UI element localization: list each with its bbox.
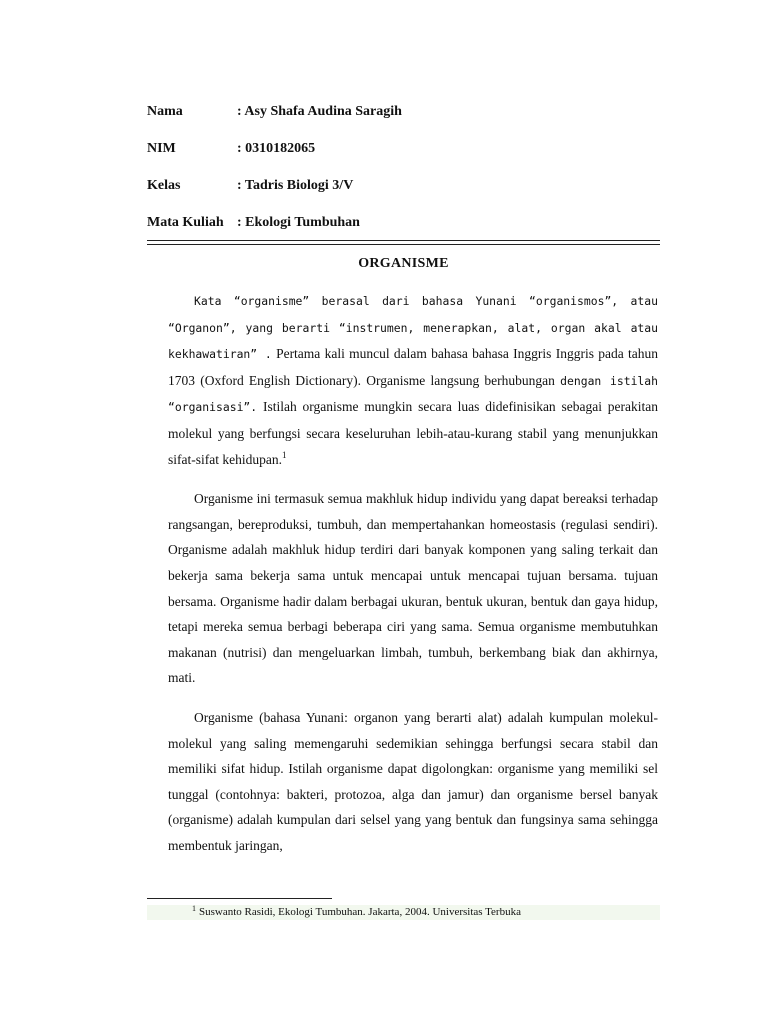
rule-line [147, 240, 660, 241]
header-row-nama [147, 100, 660, 124]
footnote-reference: 1 [281, 449, 287, 460]
header-row-nim [147, 137, 660, 161]
header-row-kelas [147, 174, 660, 198]
footnote-separator [147, 898, 332, 899]
rule-line [147, 244, 660, 245]
footnote-text: Suswanto Rasidi, Ekologi Tumbuhan. Jakarta, 2004. Universitas Terbuka [199, 906, 521, 918]
header-double-rule [147, 240, 660, 246]
paragraph-1-text: Pertama kali muncul dalam bahasa bahasa Inggris Inggris pada tahun 1703 (Oxford English Dictionary). Organisme langsung berhubungan [168, 346, 658, 388]
paragraph-1-mono-text-2: dengan istilah “organisasi”. [168, 373, 658, 415]
header-label: NIM [147, 141, 176, 156]
footnote: 1 Suswanto Rasidi, Ekologi Tumbuhan. Jakarta, 2004. Universitas Terbuka [147, 905, 660, 920]
paragraph-1-mono-text: Kata “organisme” berasal dari bahasa Yunani “organismos”, atau “Organon”, yang berarti “instrumen, menerapkan, alat, organ akal atau kekhawatiran” . [168, 294, 658, 362]
document-body [168, 288, 658, 872]
student-info-header [147, 100, 660, 248]
header-row-mata-kuliah [147, 211, 660, 235]
header-label: Kelas [147, 178, 181, 193]
header-value: : Asy Shafa Audina Saragih [237, 104, 402, 119]
header-value: : Tadris Biologi 3/V [237, 178, 354, 193]
header-value: : 0310182065 [237, 141, 316, 156]
header-label: Mata Kuliah [147, 215, 224, 230]
header-label: Nama [147, 104, 183, 119]
paragraph-1-text-2: Istilah organisme mungkin secara luas didefinisikan sebagai perakitan molekul yang berfungsi secara keseluruhan lebih-atau-kurang stabil yang menunjukkan sifat-sifat kehidupan. [168, 399, 658, 467]
paragraph-1 [168, 288, 658, 472]
paragraph-2: Organisme ini termasuk semua makhluk hidup individu yang dapat bereaksi terhadap rangsangan, bereproduksi, tumbuh, dan mempertahankan homeostasis (regulasi sendiri). Organisme adalah makhluk hidup terdiri dari banyak komponen yang saling terkait dan bekerja sama bekerja sama untuk mencapai untuk mencapai tujuan bersama. tujuan bersama. Organisme hadir dalam berbagai ukuran, bentuk ukuran, bentuk dan gaya hidup, tetapi mereka semua berbagi beberapa ciri yang sama. Semua organisme membutuhkan makanan (nutrisi) dan mengeluarkan limbah, tumbuh, berkembang biak dan akhirnya, mati. [168, 491, 658, 686]
document-title: ORGANISME [358, 256, 449, 271]
paragraph-3: Organisme (bahasa Yunani: organon yang berarti alat) adalah kumpulan molekul-molekul yang saling memengaruhi sedemikian sehingga berfungsi secara stabil dan memiliki sifat hidup. Istilah organisme dapat digolongkan: organisme yang memiliki sel tunggal (contohnya: bakteri, protozoa, alga dan jamur) dan organisme bersel banyak (organisme) adalah kumpulan dari selsel yang yang bentuk dan fungsinya sama sehingga membentuk jaringan, [168, 709, 658, 853]
header-value: : Ekologi Tumbuhan [237, 215, 360, 230]
